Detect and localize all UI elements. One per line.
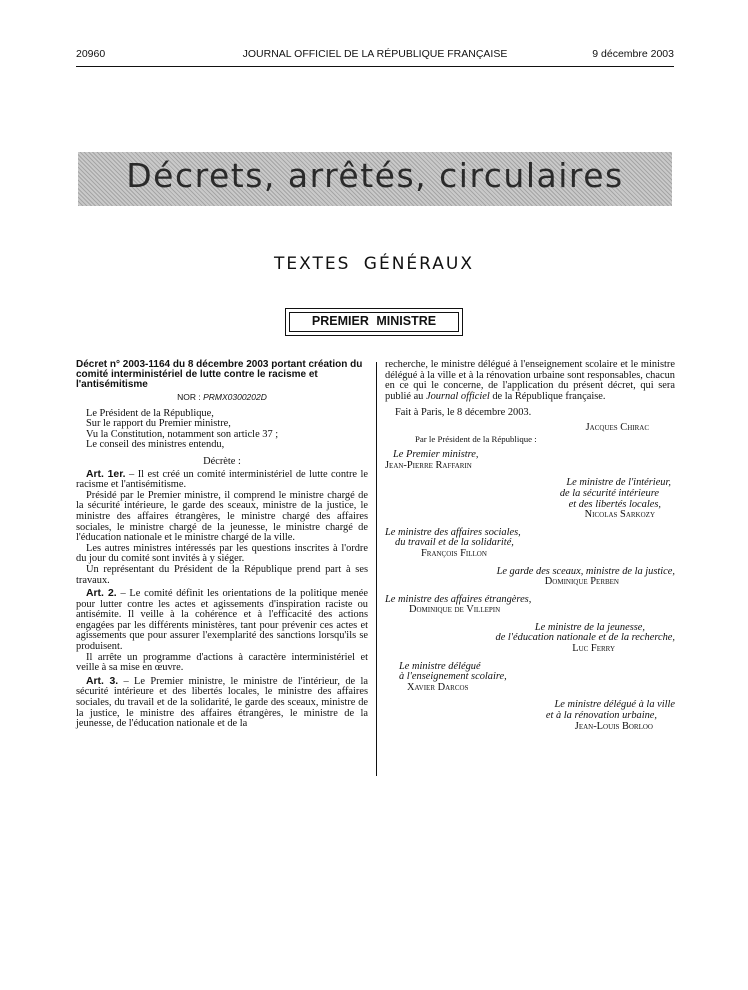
article-1-para: Un représentant du Président de la République prend part à ses travaux. (76, 563, 368, 586)
signature-justice: Le garde des sceaux, ministre de la justice, Dominique Perben (496, 565, 675, 588)
preamble-line: Le Président de la République, (86, 407, 214, 419)
section-title: TEXTES GÉNÉRAUX (273, 254, 474, 274)
signature-premier-ministre: Le Premier ministre, Jean-Pierre Raffarin (385, 449, 479, 471)
signature-affaires-sociales: Le ministre des affaires sociales, du travail et de la solidarité, François Fillon (385, 526, 521, 559)
article-1-para: Art. 1er. – Il est créé un comité interministériel de lutte contre le racisme et l'antisémitisme. (76, 468, 368, 491)
ministry-label: PREMIER MINISTRE (289, 312, 459, 332)
signature-jeunesse: Le ministre de la jeunesse, de l'éducation nationale et de la recherche, Luc Ferry (495, 621, 675, 655)
article-3-para: Art. 3. – Le Premier ministre, le ministre de l'intérieur, de la sécurité intérieure et des libertés locales, le ministre des affaires sociales, du travail et de la solidarité, le garde des sceaux, ministre de la justice, le ministre des affaires étrangères, le ministre de la jeunesse, de l'éducation nationale et de la (76, 675, 368, 730)
signature-affaires-etrangeres: Le ministre des affaires étrangères, Dominique de Villepin (385, 593, 532, 616)
right-column (385, 360, 675, 732)
header-rule (76, 66, 674, 67)
par-le-president: Par le Président de la République : (415, 433, 537, 444)
decrete-heading: Décrète : (203, 455, 241, 467)
page-number: 20960 (76, 48, 106, 60)
article-2-para: Il arrête un programme d'actions à caractère interministériel et veille à sa mise en œuvre. (76, 651, 368, 674)
issue-date: 9 décembre 2003 (592, 48, 674, 60)
article-2-para: Art. 2. – Le comité définit les orientations de la politique menée pour lutter contre les actes et agissements d'inspiration raciste ou antisémite. Il veille à la cohérence et à l'efficacité des actions engagées par les différents ministères, tant pour prévenir ces actes et agissements que pour assurer l'exemplarité des sanctions lorsqu'ils se produisent. (76, 588, 369, 653)
signature-president: Jacques Chirac (585, 421, 649, 433)
article-3-label: Art. 3. (86, 675, 119, 687)
nor-reference (76, 392, 368, 403)
signature-enseignement-scolaire: Le ministre délégué à l'enseignement scolaire, Xavier Darcos (399, 660, 507, 693)
nor-label: NOR : (177, 392, 201, 402)
page-header (76, 48, 674, 62)
fait-a-paris: Fait à Paris, le 8 décembre 2003. (395, 407, 532, 419)
preamble-line: Sur le rapport du Premier ministre, (86, 418, 231, 430)
column-divider (376, 362, 377, 776)
ministry-box (285, 308, 463, 336)
left-column (76, 360, 368, 730)
article-1-label: Art. 1er. (86, 468, 126, 480)
journal-officiel-ref: Journal officiel (425, 390, 490, 402)
journal-title: JOURNAL OFFICIEL DE LA RÉPUBLIQUE FRANÇAISE (242, 48, 508, 60)
signature-interieur: Le ministre de l'intérieur, de la sécurité intérieure et des libertés locales, Nicolas Sarkozy (559, 477, 671, 521)
preamble-line: Le conseil des ministres entendu, (86, 439, 225, 451)
decree-title: Décret n° 2003-1164 du 8 décembre 2003 portant création du comité interministériel de lutte contre le racisme et l'antisémitisme (76, 359, 363, 390)
article-3-continuation: recherche, le ministre délégué à l'enseignement scolaire et le ministre délégué à la ville et à la rénovation urbaine sont responsables, chacun en ce qui le concerne, de l'application du présent décret, qui sera publié au Journal officiel de la République française. (385, 359, 675, 402)
banner-title: Décrets, arrêtés, circulaires (126, 156, 624, 195)
nor-value: PRMX0300202D (203, 392, 267, 402)
article-1-para: Les autres ministres intéressés par les questions inscrites à l'ordre du jour du comité sont invités à y siéger. (76, 542, 368, 565)
preamble-line: Vu la Constitution, notamment son article 37 ; (86, 428, 279, 440)
signature-ville: Le ministre délégué à la ville et à la rénovation urbaine, Jean-Louis Borloo (545, 699, 675, 732)
article-2-label: Art. 2. (86, 588, 117, 600)
article-1-para: Présidé par le Premier ministre, il comprend le ministre chargé de la sécurité intérieure, le garde des sceaux, ministre de la justice, le ministre des affaires étrangères, le ministre chargé des affaires sociales, le ministre chargé de la jeunesse, le ministre chargé de l'éducation nationale et le ministre chargé de la ville. (76, 489, 368, 544)
